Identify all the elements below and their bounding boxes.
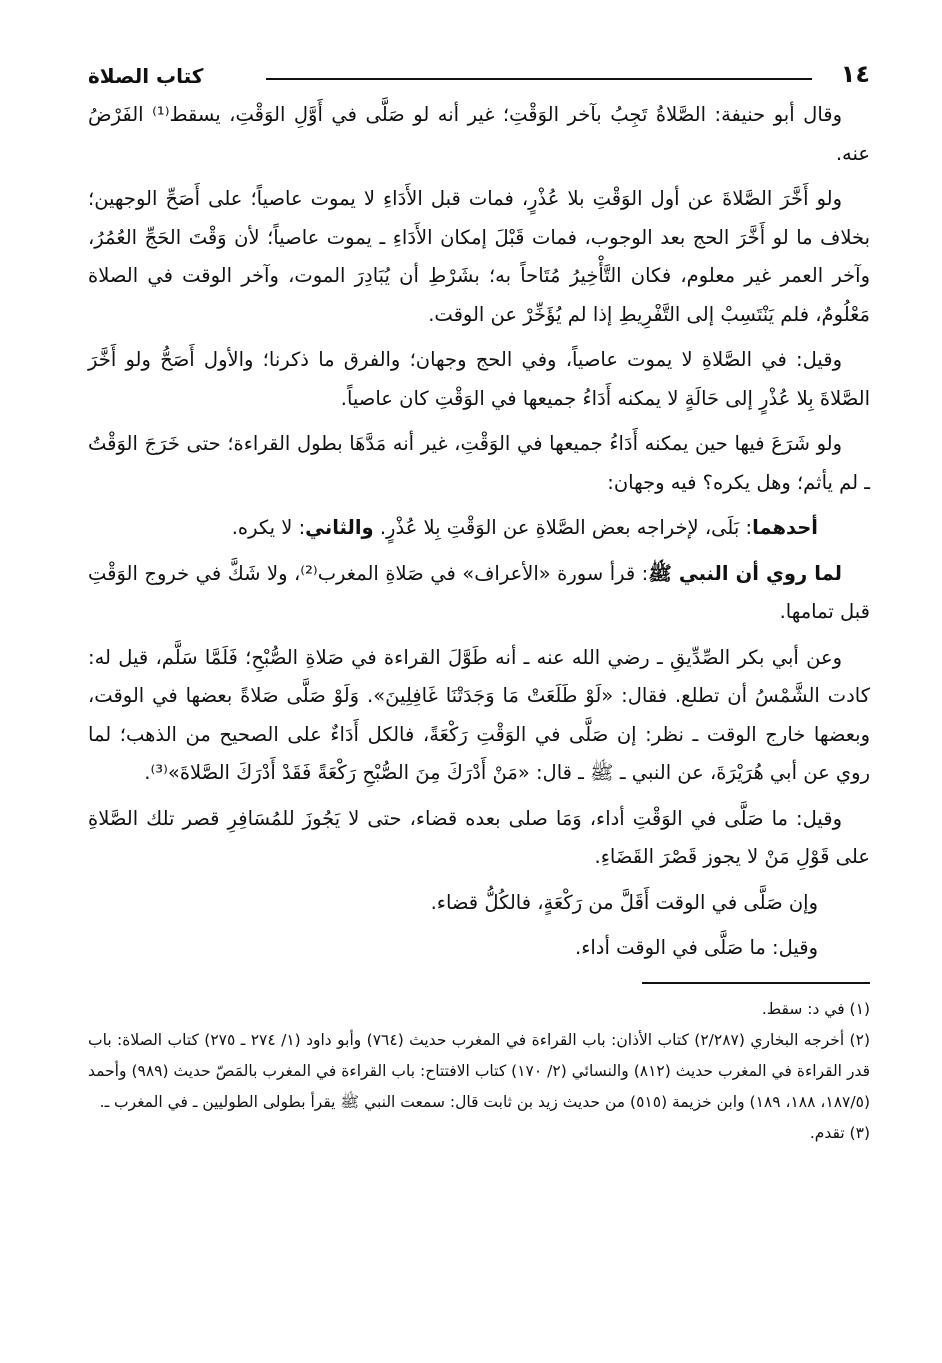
footnote-1: (١) في د: سقط. [761,999,870,1018]
header-rule [266,78,812,80]
evidence-intro: لما روي أن النبي ﷺ [648,561,842,585]
paragraph-evidence [88,555,870,632]
page-header [88,52,870,86]
paragraph-delay-prayer: ولو أَخَّرَ الصَّلاةَ عن أول الوَقْتِ بلا عُذْرٍ، فمات قبل الأَدَاءِ لا يموت عاصياً؛ على أَصَحِّ الوجهين؛ بخلاف ما لو أَخَّرَ الحج بعد الوجوب، فمات قَبْلَ إمكان الأَدَاءِ ـ يموت عاصياً؛ لأن وَقْتَ الحَجِّ العُمُرُ، وآخر العمر غير معلوم، فكان التَّأْخِيرُ مُتَاحاً به؛ بشَرْطِ أن يُبَادِرَ الموت، وآخر الوقت في الصلاة مَعْلُومٌ، فلم يَنْتَسِبْ إلى التَّفْرِيطِ إذا لم يُؤَخِّرْ عن الوقت. [88,187,870,326]
body-text [88,96,870,968]
paragraph-abu-bakr: وعن أبي بكر الصِّدِّيقِ ـ رضي الله عنه ـ أنه طَوَّلَ القراءة في صَلاةِ الصُّبْحِ؛ فَلَمَّا سَلَّم، قيل له: كادت الشَّمْسُ أن تطلع. فقال: «لَوْ طَلَعَتْ مَا وَجَدَتْنَا غَافِلِينَ». وَلَوْ صَلَّى صَلاةً بعضها في الوقت، وبعضها خارج الوقت ـ نظر: إن صَلَّى في الوَقْتِ رَكْعَةً، فالكل أَدَاءٌ على الصحيح من الذهب؛ لما روي عن أبي هُرَيْرَةَ، عن النبي ـ ﷺ ـ قال: «مَنْ أَدْرَكَ مِنَ الصُّبْحِ رَكْعَةً فَقَدْ أَدْرَكَ الصَّلاةَ»⁽³⁾. [88,645,870,784]
paragraph-less-than-rakah: وإن صَلَّى في الوقت أَقَلَّ من رَكْعَةٍ، فالكُلُّ قضاء. [430,890,818,914]
page-number: ١٤ [840,60,870,88]
paragraph-hajj-difference: وقيل: في الصَّلاةِ لا يموت عاصياً، وفي الحج وجهان؛ والفرق ما ذكرنا؛ والأول أَصَحُّ ولو أَخَّرَ الصَّلاةَ بِلا عُذْرٍ إلى حَالَةٍ لا يمكنه أَدَاءُ جميعها في الوَقْتِ كان عاصياً. [88,348,870,410]
first-opinion-label: أحدهما [752,516,818,539]
paragraph-abu-hanifa: وقال أبو حنيفة: الصَّلاةُ تَجِبُ بآخر الوَقْتِ؛ غير أنه لو صَلَّى في أَوَّلِ الوَقْتِ، يسقط⁽¹⁾ الفَرْضُ عنه. [88,103,870,165]
footnote-3: (٣) تقدم. [809,1123,870,1142]
paragraph-two-opinions [88,509,870,548]
second-opinion-label: والثاني [305,516,374,539]
first-opinion-text: : بَلَى، لإخراجه بعض الصَّلاةِ عن الوَقْتِ بِلا عُذْرٍ. [379,516,753,539]
footnote-rule [642,982,870,984]
paragraph-prolonged-recitation: ولو شَرَعَ فيها حين يمكنه أَدَاءُ جميعها في الوَقْتِ، غير أنه مَدَّهَا بطول القراءة؛ حتى خَرَجَ الوَقْتُ ـ لم يأثم؛ وهل يكره؟ فيه وجهان: [88,432,870,494]
paragraph-within-time: وقيل: ما صَلَّى في الوقت أداء. [575,936,818,959]
footnotes [88,994,870,1149]
book-title: كتاب الصلاة [88,64,204,88]
paragraph-traveler: وقيل: ما صَلَّى في الوَقْتِ أداء، وَمَا صلى بعده قضاء، حتى لا يَجُوزَ للمُسَافِرِ قصر تلك الصَّلاةِ على قَوْلِ مَنْ لا يجوز قَصْرَ القَضَاءِ. [88,806,870,868]
evidence-text: : قرأ سورة «الأعراف» في صَلاةِ المغرب⁽²⁾، ولا شَكَّ في خروج الوَقْتِ قبل تمامها. [88,561,870,623]
footnote-2: (٢) أخرجه البخاري (٢/٢٨٧) كتاب الأذان: باب القراءة في المغرب حديث (٧٦٤) وأبو داود (١/ ٢٧٤ ـ ٢٧٥) كتاب الصلاة: باب قدر القراءة في المغرب حديث (٨١٢) والنسائي (٢/ ١٧٠) كتاب الافتتاح: باب القراءة في المغرب بالمَصّ حديث (٩٨٩) وأحمد (١٨٧/٥، ١٨٨، ١٨٩) وابن خزيمة (٥١٥) من حديث زيد بن ثابت قال: سمعت النبي ﷺ يقرأ بطولى الطوليين ـ في المغرب ـ. [88,1030,870,1111]
second-opinion-text: : لا يكره. [231,516,306,539]
